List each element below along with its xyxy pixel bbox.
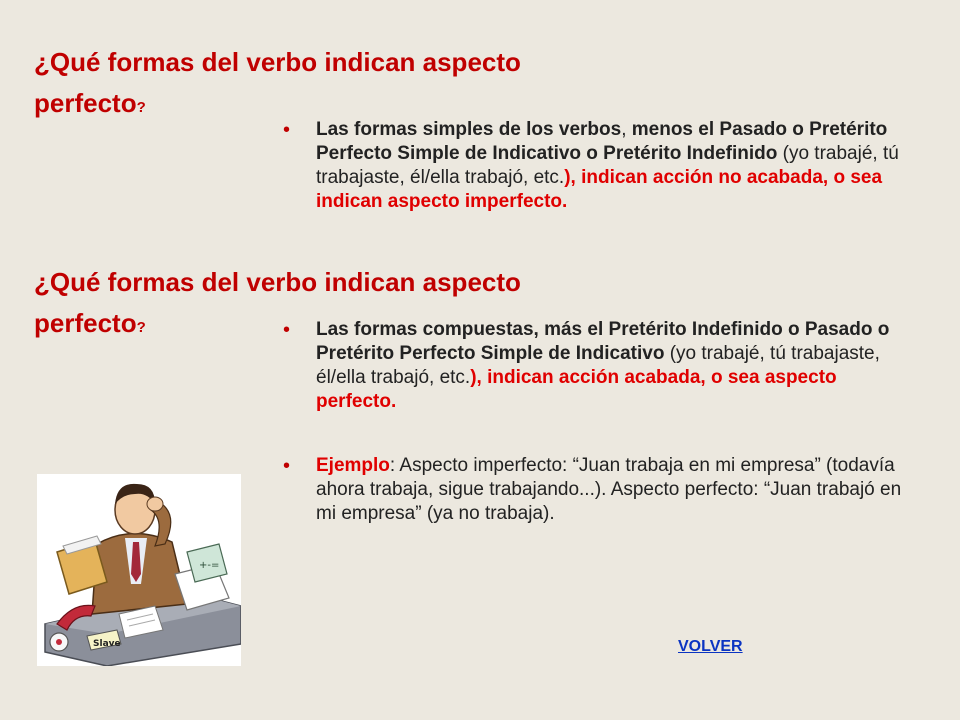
bullet-list-1	[283, 118, 903, 214]
bullet-compound-forms	[283, 318, 903, 414]
question-mark-1: ?	[136, 99, 146, 116]
bullet-1-bold-b: menos el Pasado o Pretérito Perfecto Simple de Indicativo o Pretérito Indefinido	[316, 119, 888, 164]
slave-note-label: Slave	[93, 639, 121, 649]
example-text: : Aspecto imperfecto: “Juan trabaja en mi empresa” (todavía ahora trabaja, sigue trabajando...). Aspecto perfecto: “Juan trabajó en mi empresa” (ya no trabaja).	[316, 455, 902, 524]
question-heading-1-text: ¿Qué formas del verbo indican aspecto perfecto	[34, 47, 521, 118]
bullet-2-bold: Las formas compuestas, más el Pretérito Indefinido o Pasado o Pretérito Perfecto Simple de Indicativo	[316, 319, 890, 364]
bullet-1-bold-a: Las formas simples de los verbos	[316, 119, 622, 140]
bullet-1-normal-b: (yo trabajé, tú trabajaste, él/ella trabajó, etc.	[316, 143, 899, 188]
example-label: Ejemplo	[316, 455, 390, 476]
bullet-simple-forms	[283, 118, 903, 214]
calculator-label: +-=	[199, 560, 220, 571]
question-heading-1	[34, 42, 574, 128]
bullet-2-highlight: ), indican acción acabada, o sea aspecto perfecto.	[316, 367, 837, 412]
bullet-1-highlight: ), indican acción no acabada, o sea indican aspecto imperfecto.	[316, 167, 883, 212]
office-worker-illustration	[37, 474, 241, 666]
bullet-1-normal-a: ,	[621, 119, 632, 140]
bullet-2-normal: (yo trabajé, tú trabajaste, él/ella trabajó, etc.	[316, 343, 880, 388]
stressed-office-worker-clipart	[37, 474, 241, 666]
bullet-example	[283, 454, 903, 526]
question-mark-2: ?	[136, 319, 146, 336]
bullet-list-2	[283, 318, 903, 526]
question-heading-2-text: ¿Qué formas del verbo indican aspecto perfecto	[34, 267, 521, 338]
volver-link[interactable]: VOLVER	[678, 638, 743, 655]
